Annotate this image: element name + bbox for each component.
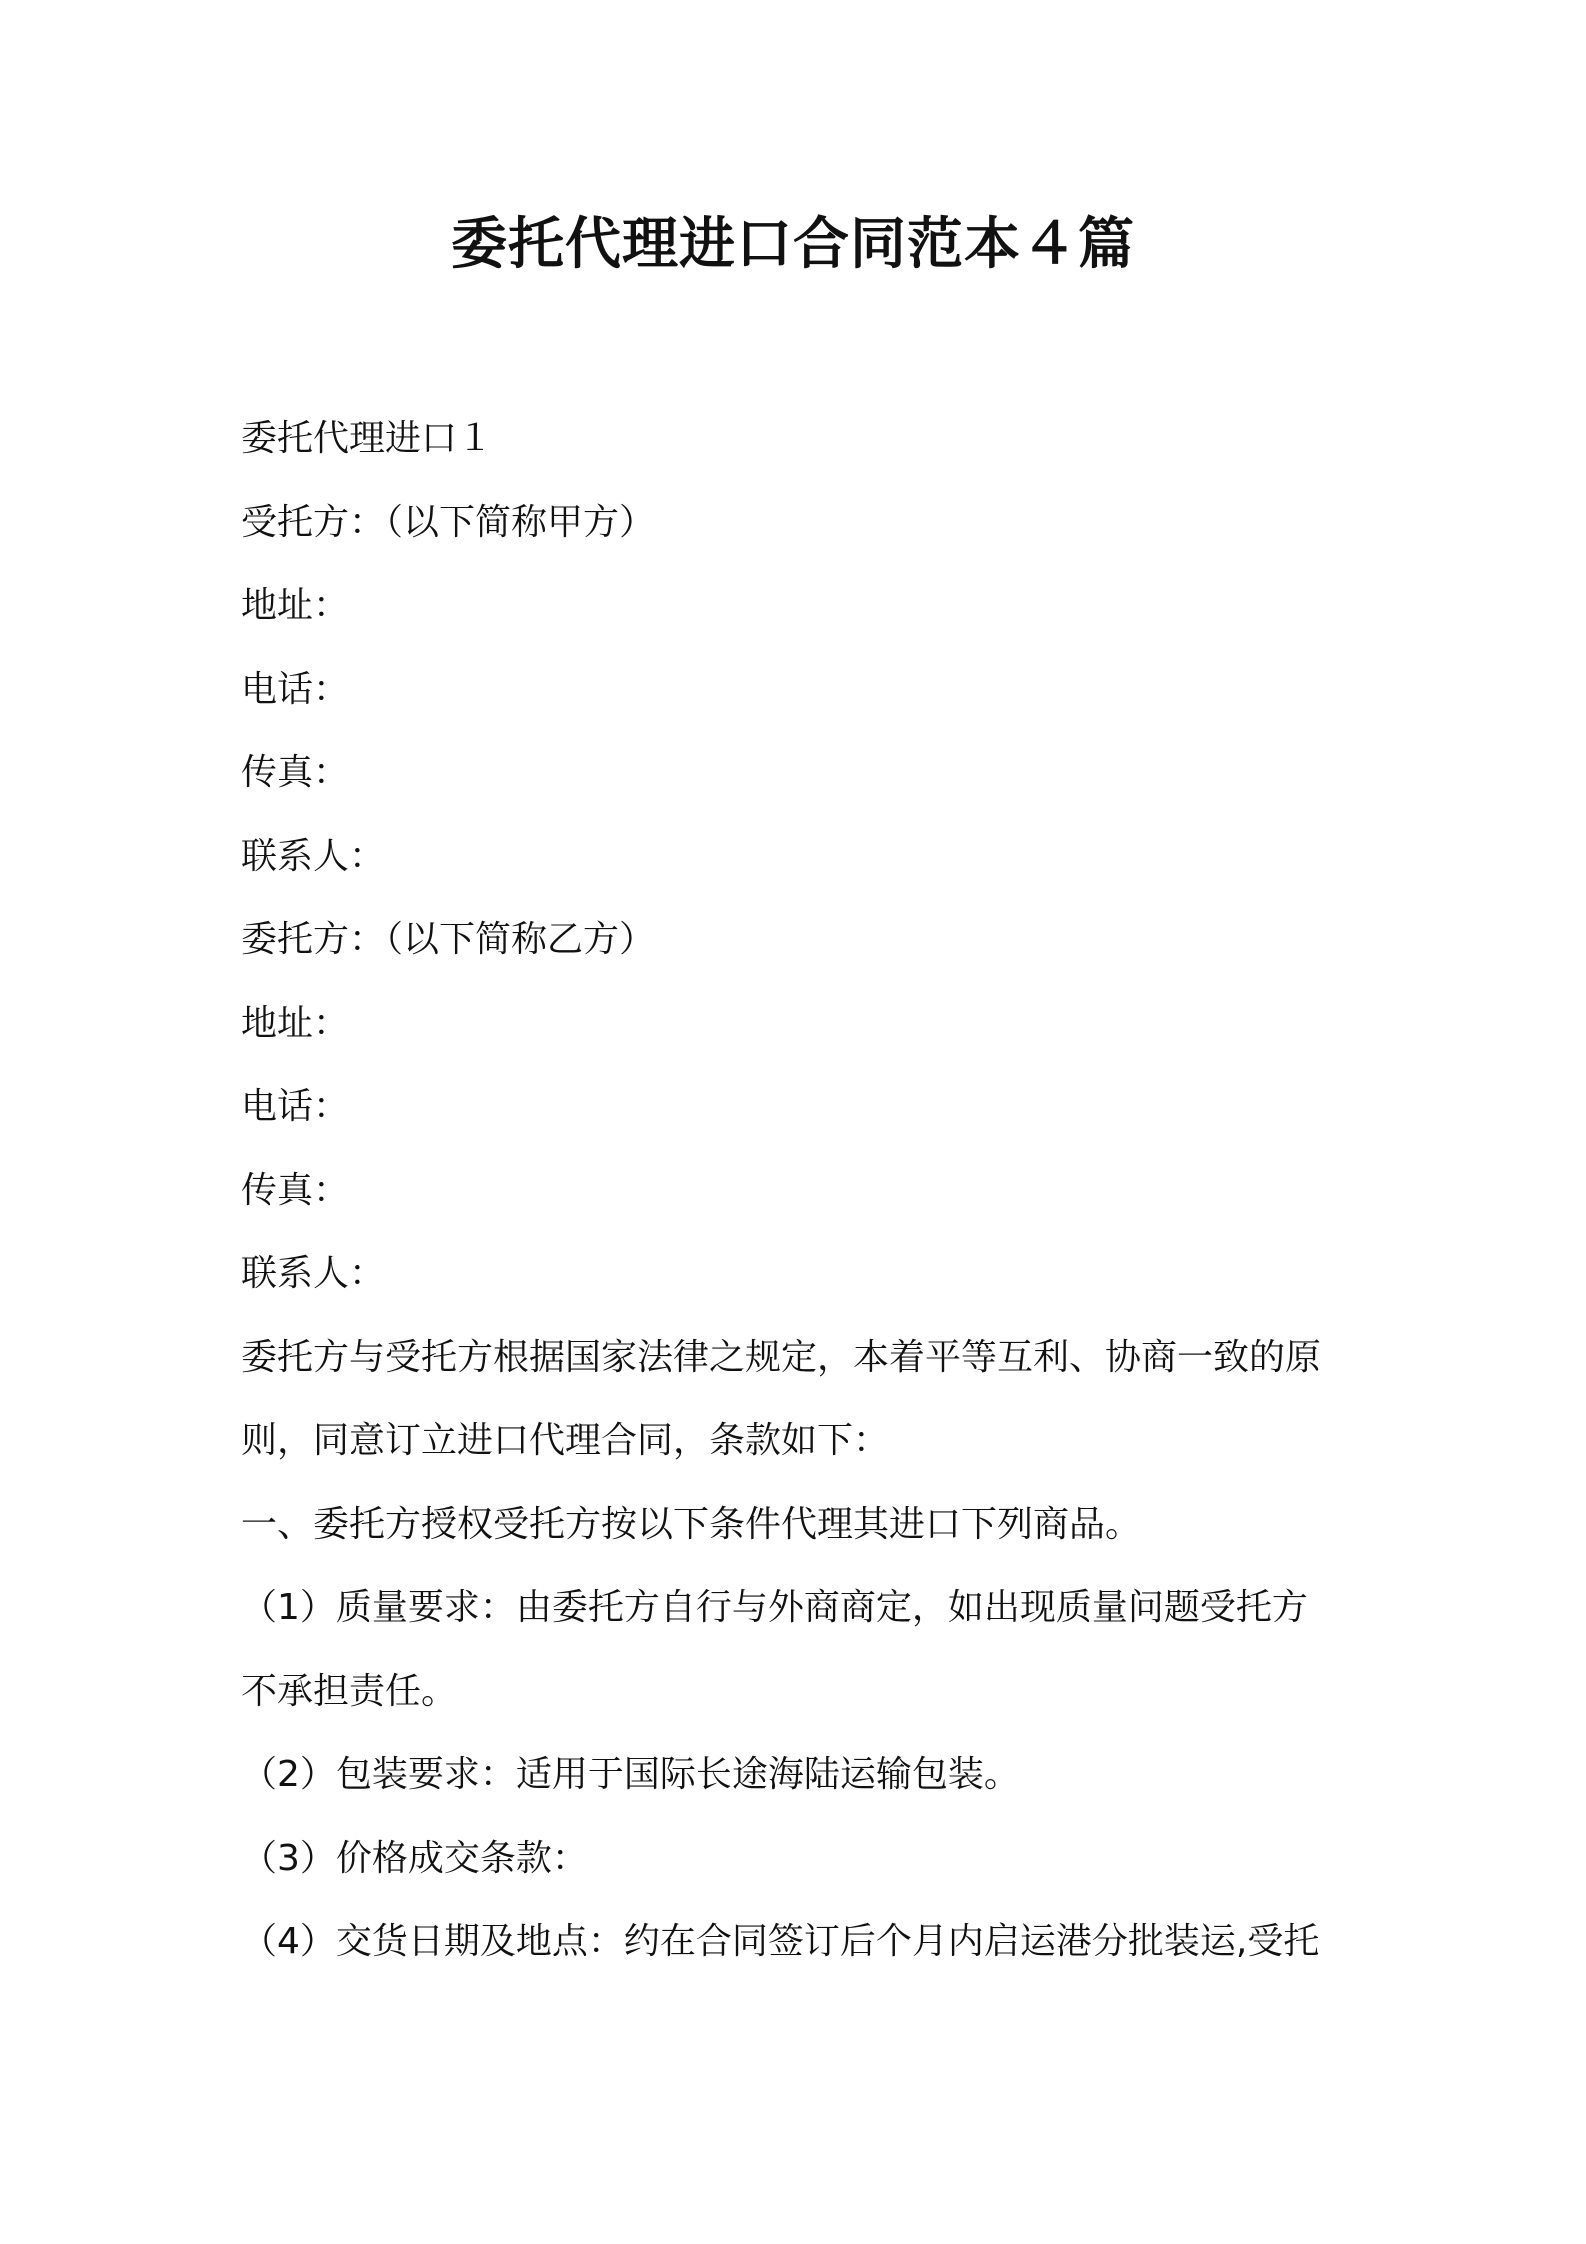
- party-b-contact: 联系人：: [241, 1253, 386, 1294]
- preamble-line-1: 委托方与受托方根据国家法律之规定，本着平等互利、协商一致的原: [241, 1336, 1322, 1378]
- item-1-line-2: 不承担责任。: [241, 1670, 458, 1712]
- item-2: （2）包装要求：适用于国际长途海陆运输包装。: [241, 1754, 1020, 1795]
- party-b-address: 地址：: [241, 1002, 350, 1044]
- party-a-label: 受托方：（以下简称甲方）: [241, 501, 656, 543]
- party-a-address: 地址：: [241, 585, 350, 626]
- party-a-phone: 电话：: [241, 668, 350, 710]
- clause-one: 一、委托方授权受托方按以下条件代理其进口下列商品。: [241, 1503, 1142, 1545]
- party-a-contact: 联系人：: [241, 835, 386, 877]
- party-b-fax: 传真：: [241, 1169, 350, 1211]
- section-heading: 委托代理进口１: [241, 418, 494, 459]
- party-b-phone: 电话：: [241, 1086, 350, 1127]
- party-a-fax: 传真：: [241, 752, 350, 793]
- item-3: （3）价格成交条款：: [241, 1837, 588, 1879]
- item-4: （4）交货日期及地点：约在合同签订后个月内启运港分批装运,受托: [241, 1921, 1320, 1962]
- preamble-line-2: 则，同意订立进口代理合同，条款如下：: [241, 1420, 890, 1461]
- party-b-label: 委托方：（以下简称乙方）: [241, 919, 656, 960]
- document-title: 委托代理进口合同范本４篇: [451, 212, 1135, 277]
- document-body: [241, 397, 1359, 1984]
- item-1-line-1: （1）质量要求：由委托方自行与外商商定，如出现质量问题受托方: [241, 1587, 1308, 1628]
